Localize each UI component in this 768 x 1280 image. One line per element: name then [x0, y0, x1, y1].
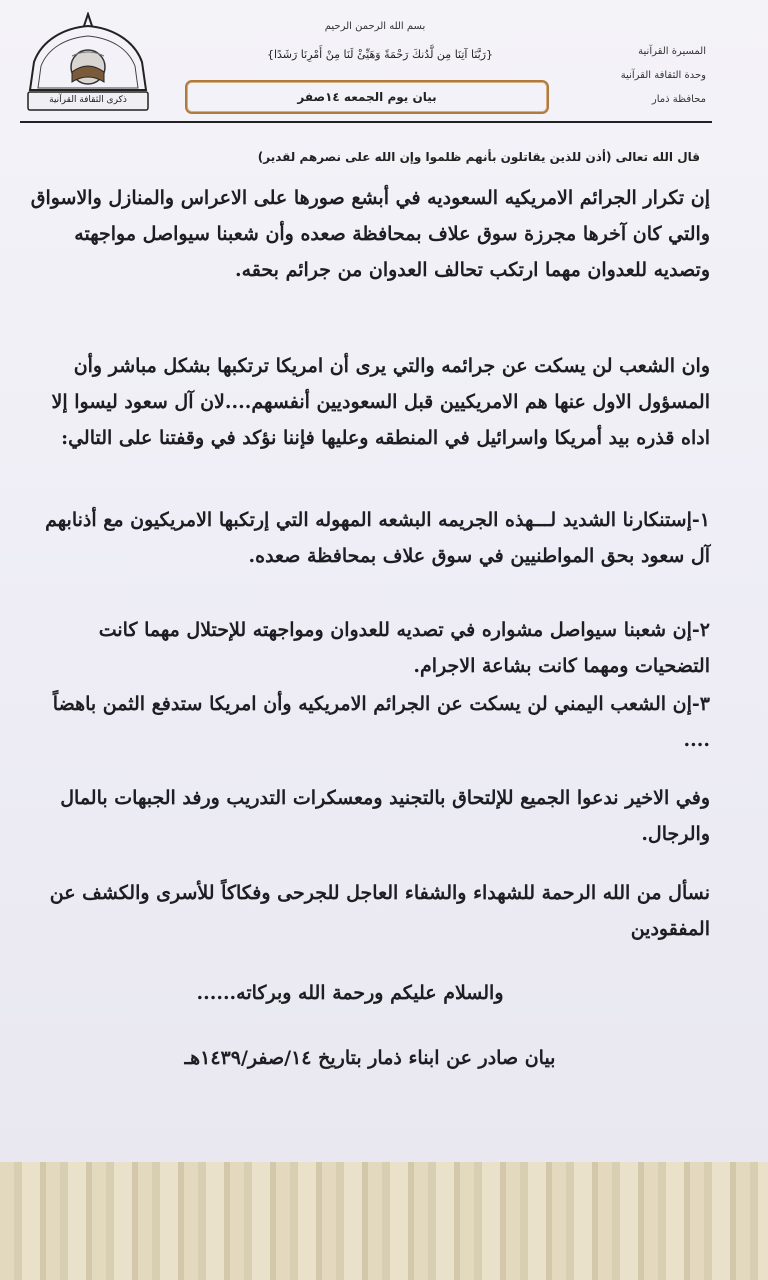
basmala: بسم الله الرحمن الرحيم	[324, 21, 426, 32]
list-item: ٣-إن الشعب اليمني لن يسكت عن الجرائم الامريكيه وأن امريكا ستدفع الثمن باهضاً ....	[52, 693, 710, 751]
header-divider	[20, 121, 712, 123]
list-item: ٢-إن شعبنا سيواصل مشواره في تصديه للعدوان ومواجهته للإحتلال مهما كانت التضحيات ومهما كانت بشاعة الاجرام.	[98, 619, 710, 677]
closing-greeting: والسلام عليكم ورحمة الله وبركاته......	[196, 982, 504, 1004]
header-verse: {رَبَّنَا آتِنَا مِن لَّدُنكَ رَحْمَةً وَهَيِّئْ لَنَا مِنْ أَمْرِنَا رَشَدًا}	[266, 48, 494, 61]
issuer-date: بيان صادر عن ابناء ذمار بتاريخ ١٤/صفر/١٤٣٩هـ	[184, 1047, 556, 1069]
org-line: المسيرة القرآنية	[638, 46, 706, 57]
quran-verse: قال الله تعالى (أذن للذين يقاتلون بأنهم ظلموا وإن الله على نصرهم لقدير)	[257, 150, 700, 164]
org-line: وحدة الثقافة القرآنية	[620, 70, 706, 81]
organization-block	[586, 40, 706, 112]
paragraph: وان الشعب لن يسكت عن جرائمه والتي يرى أن امريكا ترتكبها بشكل مباشر وأن المسؤول الاول عنها هم الامريكيين قبل السعوديين أنفسهم....لان آل سعود ليسوا إلا اداه قذره بيد أمريكا واسرائيل في المنطقه وعليها فإننا نؤكد في وقفتنا على التالي:	[51, 355, 710, 449]
list-item: ١-إستنكارنا الشديد لـــهذه الجريمه البشعه المهوله التي إرتكبها الامريكيون مع أذنابهم آل سعود بحق المواطنيين في سوق علاف بمحافظة صعده.	[45, 509, 710, 567]
paragraph: وفي الاخير ندعوا الجميع للإلتحاق بالتجنيد ومعسكرات التدريب ورفد الجبهات بالمال والرجال.	[60, 787, 710, 845]
paragraph: إن تكرار الجرائم الامريكيه السعوديه في أبشع صورها على الاعراس والمنازل والاسواق والتي كان آخرها مجرزة سوق علاف بمحافظة صعده وأن شعبنا سيواصل مواجهته وتصديه للعدوان مهما ارتكب تحالف العدوان من جرائم بحقه.	[30, 187, 710, 281]
org-line: محافظة ذمار	[651, 94, 706, 105]
logo-caption: ذكرى الثقافة القرآنية	[49, 95, 127, 105]
statement-title: بيان يوم الجمعه ١٤صفر	[185, 80, 549, 114]
background-surface	[0, 1162, 768, 1280]
paragraph: نسأل من الله الرحمة للشهداء والشفاء العاجل للجرحى وفكاكاً للأسرى والكشف عن المفقودين	[49, 882, 710, 940]
